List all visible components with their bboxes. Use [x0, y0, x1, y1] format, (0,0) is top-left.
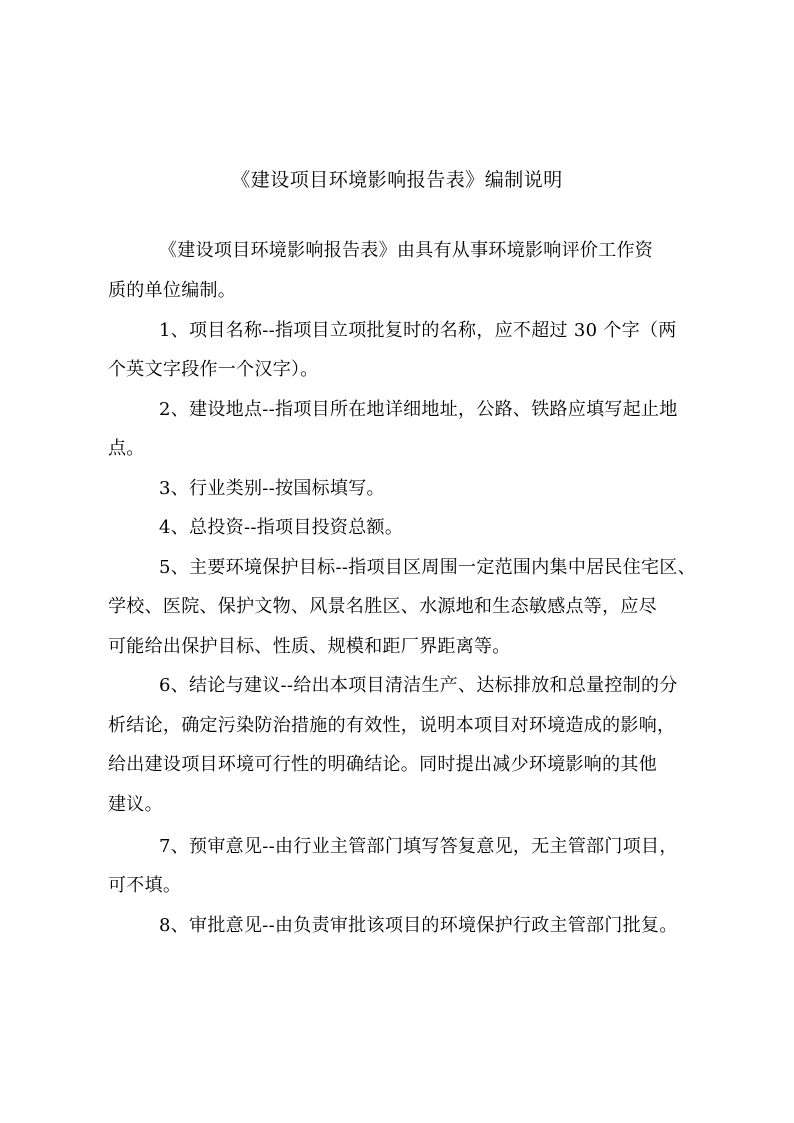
item-4-line-1: 4、总投资--指项目投资总额。 — [159, 517, 404, 538]
item-2-line-1: 2、建设地点--指项目所在地详细地址，公路、铁路应填写起止地 — [159, 399, 678, 420]
item-7-line-2: 可不填。 — [108, 875, 182, 896]
item-6-line-2: 析结论，确定污染防治措施的有效性，说明本项目对环境造成的影响， — [108, 715, 676, 736]
item-6-line-1: 6、结论与建议--给出本项目清洁生产、达标排放和总量控制的分 — [159, 675, 678, 696]
paragraph-intro-line-1: 《建设项目环境影响报告表》由具有从事环境影响评价工作资 — [159, 240, 654, 261]
item-7-line-1: 7、预审意见--由行业主管部门填写答复意见，无主管部门项目， — [159, 836, 678, 857]
item-8-line-1: 8、审批意见--由负责审批该项目的环境保护行政主管部门批复。 — [159, 915, 678, 936]
item-3-line-1: 3、行业类别--按国标填写。 — [159, 478, 385, 499]
item-5-line-1: 5、主要环境保护目标--指项目区周围一定范围内集中居民住宅区、 — [159, 557, 696, 578]
document-title: 《建设项目环境影响报告表》编制说明 — [231, 169, 563, 191]
paragraph-intro-line-2: 质的单位编制。 — [108, 280, 237, 301]
item-6-line-3: 给出建设项目环境可行性的明确结论。同时提出减少环境影响的其他 — [108, 754, 657, 775]
item-1-line-1: 1、项目名称--指项目立项批复时的名称，应不超过 30 个字（两 — [159, 320, 677, 341]
item-5-line-2: 学校、医院、保护文物、风景名胜区、水源地和生态敏感点等，应尽 — [108, 596, 657, 617]
item-6-line-4: 建议。 — [108, 794, 163, 815]
item-1-line-2: 个英文字段作一个汉字）。 — [108, 359, 319, 380]
item-5-line-3: 可能给出保护目标、性质、规模和距厂界距离等。 — [108, 636, 511, 657]
item-2-line-2: 点。 — [108, 438, 145, 459]
